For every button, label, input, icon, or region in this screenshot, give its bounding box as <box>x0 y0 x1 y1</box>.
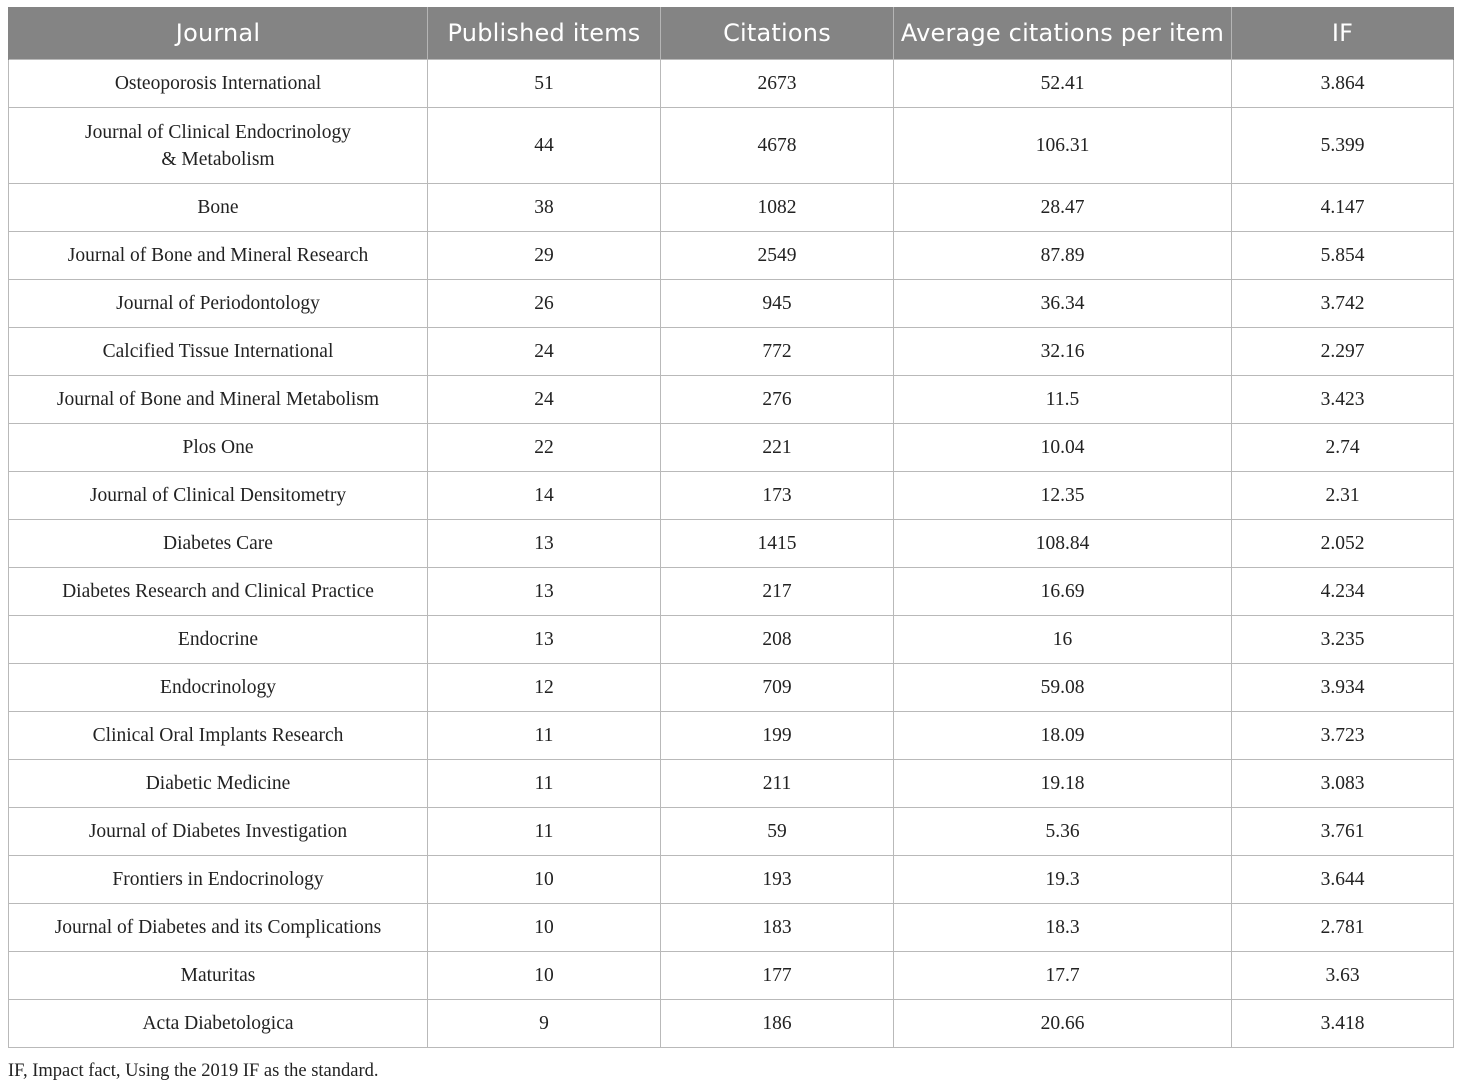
average-citations-cell: 108.84 <box>894 520 1232 568</box>
header-average-citations: Average citations per item <box>894 7 1232 60</box>
published-items-cell: 11 <box>428 712 661 760</box>
table-row <box>9 280 1454 328</box>
table-row <box>9 568 1454 616</box>
table-row <box>9 856 1454 904</box>
citations-cell: 183 <box>661 904 894 952</box>
table-row <box>9 376 1454 424</box>
published-items-cell: 13 <box>428 520 661 568</box>
table-row <box>9 60 1454 108</box>
header-citations: Citations <box>661 7 894 60</box>
journal-cell <box>9 568 428 616</box>
average-citations-cell: 5.36 <box>894 808 1232 856</box>
if-cell: 2.31 <box>1232 472 1454 520</box>
if-cell: 2.74 <box>1232 424 1454 472</box>
table-row <box>9 952 1454 1000</box>
table-row <box>9 664 1454 712</box>
header-if: IF <box>1232 7 1454 60</box>
citations-cell: 221 <box>661 424 894 472</box>
citations-cell: 193 <box>661 856 894 904</box>
if-cell: 3.418 <box>1232 1000 1454 1048</box>
journal-cell <box>9 184 428 232</box>
journal-name: Journal of Bone and Mineral Research <box>67 245 369 266</box>
journal-cell <box>9 108 428 184</box>
citations-cell: 2673 <box>661 60 894 108</box>
journal-name: Endocrine <box>177 629 259 650</box>
average-citations-cell: 11.5 <box>894 376 1232 424</box>
journal-name: Bone <box>197 197 239 218</box>
published-items-cell: 24 <box>428 328 661 376</box>
citations-cell: 173 <box>661 472 894 520</box>
published-items-cell: 10 <box>428 904 661 952</box>
table-row <box>9 760 1454 808</box>
table-row <box>9 232 1454 280</box>
if-cell: 3.723 <box>1232 712 1454 760</box>
citations-cell: 772 <box>661 328 894 376</box>
published-items-cell: 22 <box>428 424 661 472</box>
published-items-cell: 12 <box>428 664 661 712</box>
journal-cell <box>9 664 428 712</box>
if-cell: 5.854 <box>1232 232 1454 280</box>
published-items-cell: 38 <box>428 184 661 232</box>
table-row <box>9 424 1454 472</box>
journal-name: Calcified Tissue International <box>102 341 334 362</box>
citations-cell: 945 <box>661 280 894 328</box>
average-citations-cell: 32.16 <box>894 328 1232 376</box>
journal-cell <box>9 904 428 952</box>
if-cell: 3.083 <box>1232 760 1454 808</box>
average-citations-cell: 17.7 <box>894 952 1232 1000</box>
journal-cell <box>9 328 428 376</box>
if-cell: 3.235 <box>1232 616 1454 664</box>
published-items-cell: 10 <box>428 952 661 1000</box>
published-items-cell: 29 <box>428 232 661 280</box>
journal-name: Frontiers in Endocrinology <box>112 869 324 890</box>
citations-cell: 709 <box>661 664 894 712</box>
average-citations-cell: 52.41 <box>894 60 1232 108</box>
if-cell: 4.147 <box>1232 184 1454 232</box>
journal-name: Osteoporosis International <box>114 73 322 94</box>
citations-cell: 1082 <box>661 184 894 232</box>
average-citations-cell: 59.08 <box>894 664 1232 712</box>
table-body <box>9 60 1454 1048</box>
published-items-cell: 10 <box>428 856 661 904</box>
average-citations-cell: 36.34 <box>894 280 1232 328</box>
table-row <box>9 472 1454 520</box>
published-items-cell: 51 <box>428 60 661 108</box>
table-row <box>9 1000 1454 1048</box>
journal-table <box>8 7 1454 1048</box>
journal-name: Acta Diabetologica <box>142 1013 294 1034</box>
if-cell: 3.934 <box>1232 664 1454 712</box>
table-row <box>9 520 1454 568</box>
table-row <box>9 904 1454 952</box>
journal-cell <box>9 1000 428 1048</box>
if-cell: 3.761 <box>1232 808 1454 856</box>
average-citations-cell: 19.18 <box>894 760 1232 808</box>
journal-name: Journal of Diabetes Investigation <box>88 821 348 842</box>
if-cell: 3.644 <box>1232 856 1454 904</box>
journal-cell <box>9 760 428 808</box>
journal-cell <box>9 472 428 520</box>
if-cell: 2.781 <box>1232 904 1454 952</box>
published-items-cell: 11 <box>428 808 661 856</box>
average-citations-cell: 18.09 <box>894 712 1232 760</box>
citations-cell: 208 <box>661 616 894 664</box>
published-items-cell: 44 <box>428 108 661 184</box>
published-items-cell: 24 <box>428 376 661 424</box>
table-footnote: IF, Impact fact, Using the 2019 IF as the standard. <box>8 1061 379 1081</box>
table-row <box>9 184 1454 232</box>
citations-cell: 211 <box>661 760 894 808</box>
table-row <box>9 108 1454 184</box>
average-citations-cell: 18.3 <box>894 904 1232 952</box>
header-published-items: Published items <box>428 7 661 60</box>
journal-name: Journal of Periodontology <box>116 293 320 314</box>
if-cell: 2.052 <box>1232 520 1454 568</box>
journal-name: Plos One <box>182 437 254 458</box>
journal-cell <box>9 616 428 664</box>
journal-cell <box>9 424 428 472</box>
journal-cell <box>9 952 428 1000</box>
journal-name: Journal of Clinical Endocrinology <box>85 121 351 143</box>
journal-cell <box>9 520 428 568</box>
journal-cell <box>9 232 428 280</box>
citations-cell: 199 <box>661 712 894 760</box>
journal-cell <box>9 712 428 760</box>
journal-name: Diabetic Medicine <box>145 773 291 794</box>
citations-cell: 177 <box>661 952 894 1000</box>
average-citations-cell: 12.35 <box>894 472 1232 520</box>
journal-name: Journal of Clinical Densitometry <box>89 485 347 506</box>
published-items-cell: 13 <box>428 616 661 664</box>
if-cell: 4.234 <box>1232 568 1454 616</box>
table-row <box>9 616 1454 664</box>
average-citations-cell: 87.89 <box>894 232 1232 280</box>
journal-name: Maturitas <box>180 965 256 986</box>
average-citations-cell: 106.31 <box>894 108 1232 184</box>
published-items-cell: 13 <box>428 568 661 616</box>
citations-cell: 186 <box>661 1000 894 1048</box>
journal-cell <box>9 280 428 328</box>
published-items-cell: 26 <box>428 280 661 328</box>
average-citations-cell: 16 <box>894 616 1232 664</box>
citations-cell: 59 <box>661 808 894 856</box>
header-journal: Journal <box>9 7 428 60</box>
citations-cell: 2549 <box>661 232 894 280</box>
journal-name: Journal of Bone and Mineral Metabolism <box>56 389 380 410</box>
if-cell: 2.297 <box>1232 328 1454 376</box>
if-cell: 3.864 <box>1232 60 1454 108</box>
journal-cell <box>9 856 428 904</box>
if-cell: 5.399 <box>1232 108 1454 184</box>
average-citations-cell: 28.47 <box>894 184 1232 232</box>
average-citations-cell: 20.66 <box>894 1000 1232 1048</box>
table-row <box>9 808 1454 856</box>
citations-cell: 1415 <box>661 520 894 568</box>
average-citations-cell: 16.69 <box>894 568 1232 616</box>
if-cell: 3.423 <box>1232 376 1454 424</box>
journal-name: & Metabolism <box>161 148 275 170</box>
journal-name: Clinical Oral Implants Research <box>92 725 344 746</box>
published-items-cell: 14 <box>428 472 661 520</box>
average-citations-cell: 19.3 <box>894 856 1232 904</box>
journal-name: Diabetes Care <box>163 533 273 554</box>
citations-cell: 217 <box>661 568 894 616</box>
journal-name: Endocrinology <box>160 677 276 698</box>
average-citations-cell: 10.04 <box>894 424 1232 472</box>
table-row <box>9 712 1454 760</box>
journal-cell <box>9 808 428 856</box>
if-cell: 3.742 <box>1232 280 1454 328</box>
table-row <box>9 328 1454 376</box>
journal-cell <box>9 376 428 424</box>
journal-cell <box>9 60 428 108</box>
header-row <box>9 7 1454 60</box>
citations-cell: 276 <box>661 376 894 424</box>
citations-cell: 4678 <box>661 108 894 184</box>
published-items-cell: 11 <box>428 760 661 808</box>
if-cell: 3.63 <box>1232 952 1454 1000</box>
journal-name: Journal of Diabetes and its Complications <box>54 917 382 938</box>
published-items-cell: 9 <box>428 1000 661 1048</box>
journal-name: Diabetes Research and Clinical Practice <box>62 581 374 602</box>
